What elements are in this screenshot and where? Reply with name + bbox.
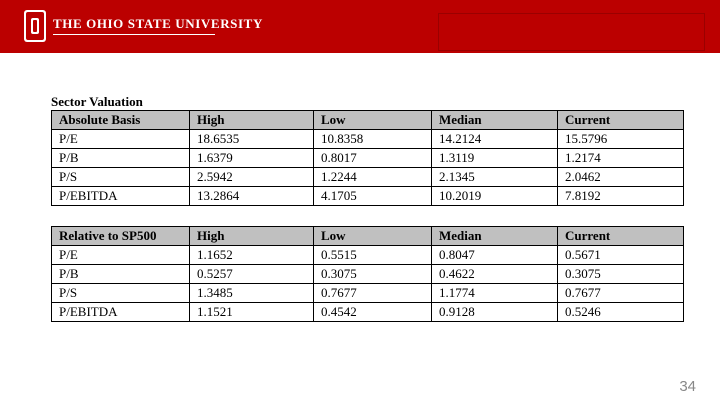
value-cell: 0.8017 [314, 149, 432, 168]
block-o-logo-icon [24, 10, 46, 42]
table-row [52, 246, 684, 265]
value-cell: 4.1705 [314, 187, 432, 206]
header-cell: Relative to SP500 [52, 227, 190, 246]
value-cell: 1.3119 [432, 149, 558, 168]
table-row [52, 187, 684, 206]
metric-cell: P/E [52, 130, 190, 149]
header-cell: High [190, 227, 314, 246]
value-cell: 0.9128 [432, 303, 558, 322]
header-frame [438, 13, 705, 51]
section-title: Sector Valuation [51, 94, 143, 109]
university-name: THE OHIO STATE UNIVERSITY [53, 16, 263, 31]
header-cell: Absolute Basis [52, 111, 190, 130]
relative-to-sp500-table [51, 226, 684, 322]
header-cell: High [190, 111, 314, 130]
value-cell: 0.7677 [558, 284, 684, 303]
table-header-row [52, 227, 684, 246]
value-cell: 15.5796 [558, 130, 684, 149]
header-bar [0, 0, 720, 53]
metric-cell: P/B [52, 265, 190, 284]
table-row [52, 303, 684, 322]
value-cell: 0.4622 [432, 265, 558, 284]
table-row [52, 168, 684, 187]
table-header-row [52, 111, 684, 130]
page-number: 34 [679, 378, 696, 395]
value-cell: 0.7677 [314, 284, 432, 303]
value-cell: 0.3075 [558, 265, 684, 284]
metric-cell: P/E [52, 246, 190, 265]
absolute-basis-table [51, 110, 684, 206]
header-cell: Median [432, 227, 558, 246]
header-cell: Low [314, 111, 432, 130]
value-cell: 1.2244 [314, 168, 432, 187]
value-cell: 2.0462 [558, 168, 684, 187]
metric-cell: P/B [52, 149, 190, 168]
value-cell: 1.1774 [432, 284, 558, 303]
header-cell: Current [558, 111, 684, 130]
value-cell: 10.2019 [432, 187, 558, 206]
value-cell: 10.8358 [314, 130, 432, 149]
metric-cell: P/EBITDA [52, 187, 190, 206]
table-row [52, 130, 684, 149]
value-cell: 1.2174 [558, 149, 684, 168]
value-cell: 1.3485 [190, 284, 314, 303]
value-cell: 0.5671 [558, 246, 684, 265]
value-cell: 0.4542 [314, 303, 432, 322]
value-cell: 2.1345 [432, 168, 558, 187]
table-row [52, 265, 684, 284]
value-cell: 0.5515 [314, 246, 432, 265]
value-cell: 0.3075 [314, 265, 432, 284]
value-cell: 2.5942 [190, 168, 314, 187]
value-cell: 14.2124 [432, 130, 558, 149]
header-cell: Low [314, 227, 432, 246]
header-cell: Current [558, 227, 684, 246]
metric-cell: P/S [52, 168, 190, 187]
value-cell: 0.5246 [558, 303, 684, 322]
value-cell: 13.2864 [190, 187, 314, 206]
value-cell: 0.8047 [432, 246, 558, 265]
metric-cell: P/S [52, 284, 190, 303]
header-cell: Median [432, 111, 558, 130]
metric-cell: P/EBITDA [52, 303, 190, 322]
table-row [52, 149, 684, 168]
value-cell: 1.6379 [190, 149, 314, 168]
university-underline [53, 34, 215, 35]
value-cell: 1.1521 [190, 303, 314, 322]
value-cell: 1.1652 [190, 246, 314, 265]
value-cell: 18.6535 [190, 130, 314, 149]
value-cell: 7.8192 [558, 187, 684, 206]
value-cell: 0.5257 [190, 265, 314, 284]
table-row [52, 284, 684, 303]
